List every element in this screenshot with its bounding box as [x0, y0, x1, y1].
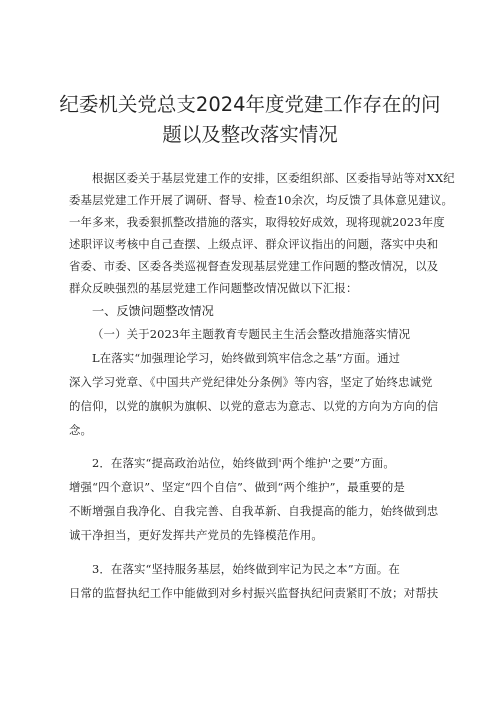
intro-line-5: 省委、市委、区委各类巡视督查发现基层党建工作问题的整改情况，以及 [69, 259, 439, 273]
para2-line-3: 不断增强自我净化、自我完善、自我革新、自我提高的能力，始终做到忠 [69, 504, 439, 518]
intro-line-2: 委基层党建工作开展了调研、督导、检查10余次，均反馈了具体意见建议。 [69, 193, 454, 207]
para2-line-1: 2．在落实“提高政治站位，始终做到'两个维护'之要”方面。 [92, 456, 395, 470]
para1-line-4: 念。 [69, 423, 93, 437]
intro-line-6: 群众反映强烈的基层党建工作问题整改情况做以下汇报： [69, 281, 358, 295]
subsection-heading: （一）关于2023年主题教育专题民主生活会整改措施落实情况 [92, 327, 411, 341]
document-title-line-1: 纪委机关党总支2024年度党建工作存在的问 [59, 93, 441, 116]
section-heading: 一、反馈问题整改情况 [92, 304, 214, 318]
para3-line-1: 3．在落实“坚持服务基层，始终做到牢记为民之本”方面。在 [92, 562, 400, 576]
intro-line-4: 述职评议考核中自己查摆、上级点评、群众评议指出的问题，落实中央和 [69, 237, 439, 251]
intro-line-3: 一年多来，我委狠抓整改措施的落实，取得较好成效，现将现就2023年度 [69, 215, 445, 229]
para2-line-2: 增强“四个意识”、坚定“四个自信”、做到“两个维护”，最重要的是 [69, 480, 405, 494]
para1-line-2: 深入学习党章、《中国共产党纪律处分条例》等内容，坚定了始终忠诚党 [69, 375, 433, 389]
para2-line-4: 诚干净担当，更好发挥共产党员的先锋模范作用。 [69, 528, 323, 542]
para1-line-1: L在落实“加强理论学习，始终做到筑牢信念之基”方面。通过 [92, 351, 401, 365]
document-title-line-2: 题以及整改落实情况 [162, 123, 338, 146]
para1-line-3: 的信仰，以党的旗帜为旗帜、以党的意志为意志、以党的方向为方向的信 [69, 399, 439, 413]
intro-line-1: 根据区委关于基层党建工作的安排，区委组织部、区委指导站等对XX纪 [92, 171, 455, 185]
para3-line-2: 日常的监督执纪工作中能做到对乡村振兴监督执纪问责紧盯不放；对帮扶 [69, 586, 439, 600]
